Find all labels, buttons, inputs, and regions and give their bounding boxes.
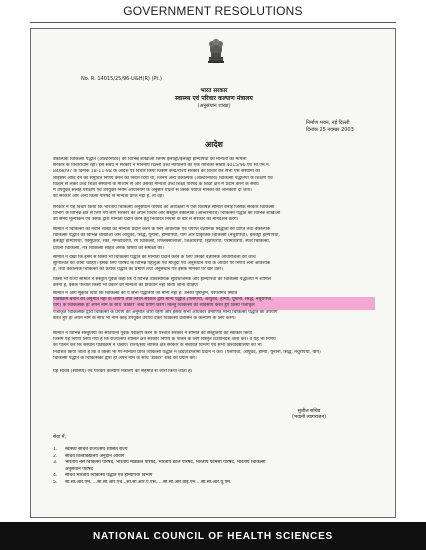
paragraph-line: का पालन करें कि संस्थान पाठ्यक्रम न चलाएं। राज्य/संघ शासित क्षेत्र सरकार के संबंधित विभाग एवं सभी विश्वविद्यालयों को भी: [53, 343, 262, 349]
recipient-text: सचिव भारतीय चिकित्सा पद्धति एवं होम्योपैथी विभाग: [65, 473, 153, 479]
issue-date: दिनांक 25 नवम्बर 2003: [306, 127, 354, 133]
paragraph-line: विज्ञान से लेकर उच्च शिक्षा संस्थानों के माध्यम से और उसकी मान्यता उच्च शिक्षा परिषद के शिक्षा क्षेत्र में प्रदान करने के संबंध: [53, 181, 259, 187]
paragraph: [53, 369, 375, 375]
paragraph-line: समिति ने देखा कि इनमें से किसी भी चिकित्सा पद्धति को मान्यता प्रदान करने के लिए उसकी वैज्ञानिक आधारशिला की जांच: [53, 255, 256, 260]
paragraph-line: समिति ने विभिन्न संस्तुतियों को सावधानी पूर्वक परीक्षण करने के पश्चात सरकार ने समिति की संस्तुतियों को स्वीकार किया: [53, 331, 253, 336]
footer-title: NATIONAL COUNCIL OF HEALTH SCIENCES: [92, 531, 334, 542]
scanned-document: [30, 28, 396, 518]
paragraph-line: पंजीकृत चिकित्सक द्वारा चिकित्सा के प्रयोग की अनुमति जारी रहेगी और इसके सभी अधिकार प्रमाणित मान्य चिकित्सा पद्धति का उपयोग: [53, 309, 278, 315]
header: [0, 0, 426, 28]
paragraph-line: इलेक्ट्रो होम्योपैथी, एक्यूप्रेशर, रेकी, मैग्नेटोथेरेपी, रंग चिकित्सा, रिफ्लेक्सोलॉजी, जिओथेरेपी, हिप्नोथेरेपी, एरोमाथेरेपी, स्पर्श चिकित्सा,: [53, 239, 271, 245]
paragraph: [53, 331, 375, 362]
header-divider: [30, 22, 396, 23]
paragraph-line: निर्देशित किया जाता है कि वे किसी भी गैर-मान्यता प्राप्त चिकित्सा पद्धति में डिग्री/डिप्लोमा प्रदान न करें। (एलोपैथी, आयुर्वेद, होम्यो, यूनानी, सिद्ध, नेचुरोपैथी, योग): [53, 349, 321, 355]
paragraph-line: प्रार्थना चिकित्सा, नेत्र चिकित्सा सहित अनेक विषयों की समीक्षा की।: [53, 245, 164, 251]
recipient-item: [53, 473, 373, 480]
recipient-number: 3.: [53, 460, 58, 466]
recipient-text: सी.सी.आर.एम.....सी.सी.आर.एच...सी.सी.आर.ए.एस.....सी.सी.आर.वाई.एन....सी.सी.आर.यू.एम.: [65, 479, 232, 485]
paragraph-line: लाइसेंस आदि देने का समुचित निर्णय करने का निदेश दिया था, जिनमें अन्य वैकल्पिक (आल्टरनेटिव) चिकित्सा पद्धतियों के शिक्षण एवं: [53, 175, 273, 181]
department-heading: (अनुसंधान शाखा): [197, 103, 231, 109]
paragraph-line: को सरकार और अन्य किसी परिषद से मान्यता प्राप्त नहीं है, तो वह।: [53, 194, 165, 200]
paragraph-line: की समग्र मूल्यांकन एवं उसके द्वारा मान्यता प्रदान करने हेतु निर्धारित नियमों के बारे में सरकार का मार्गदर्शन करेंगे।: [53, 217, 239, 223]
paragraph-line: योग) के चिकित्सक ही अपने नाम के साथ 'डॉक्टर' शब्द प्रयोग करेंगे। किन्तु चिकित्सा का व्यवसाय करते हुए किसी पंजीकृत: [53, 303, 375, 309]
recipient-number: 1.: [53, 447, 58, 452]
recipient-number: 4.: [53, 473, 58, 479]
paragraph-line: समिति ने चिकित्सा की नवीन शाखा की मान्यता प्रदान करने के लिए आवश्यक एवं पर्याप्त वैज्ञानिक सिद्धांतों की प्राप्ति तथा वैकल्पिक: [53, 227, 271, 232]
recipient-text: स्वास्थ्य सचिव राज्य/संघ शासित राज्य: [65, 447, 128, 452]
paragraph-line: है, तथा वैकल्पिक चिकित्सा की प्रत्येक पद्धति का प्रमाण तथा अनुसंधान पत्र इसके मानकों पर खरे उतरें।: [53, 267, 223, 273]
recipients-list: [53, 447, 373, 487]
paragraph: [53, 277, 375, 289]
recipient-text: सचिव विश्वविद्यालय अनुदान आयोग: [65, 453, 125, 459]
paragraph-line: यह सचिव (स्वास्थ्य) एवं परिवार कल्याण मंत्रालय की सहमति से जारी किया जाता है।: [53, 369, 193, 374]
government-heading: भारत सरकार: [200, 88, 228, 94]
paragraph: [53, 291, 375, 322]
paragraph-line: चिकित्सा पद्धति के चिकित्सकों द्वारा ही अपने नाम के साथ 'डॉक्टर' शब्द का प्रयोग करें।: [53, 355, 197, 361]
ministry-heading: स्वास्थ्य एवं परिवार कल्याण मंत्रालय: [175, 95, 253, 102]
paragraph: [53, 255, 375, 274]
paragraph: [53, 205, 375, 224]
paragraph-line: जिसमें यह निर्णय लिया गया है कि राज्य/संघ शासित क्षेत्र सरकार निर्णय के पालन के लिए विस्तृत दिशानिर्देश जारी करें। वे यह भी निर्णय: [53, 337, 276, 343]
recipient-item: [53, 460, 373, 467]
signature-block: [279, 409, 339, 422]
paragraph-line: पाठ्यक्रम बनाने की अनुमति नहीं दी जायेगी तथा भारत सरकार द्वारा मान्य पद्धति (एलोपैथी, आयुर्वेद, होम्यो, यूनानी, सिद्ध, नेचुरोपैथी,: [53, 297, 375, 303]
paragraph-line: सरकार के विचाराधीन रहा। इस संबंध में सरकार ने माननीय दिल्ली उच्च न्यायालय की एक याचिका संख्या 4015/96 एवं सी.एम.नं.: [53, 163, 271, 169]
recipient-item: [53, 447, 373, 454]
order-title: आदेश: [205, 140, 223, 149]
recipient-number: 2.: [53, 453, 58, 459]
issue-place: निर्माण भवन, नई दिल्ली: [306, 120, 350, 126]
recipient-text: अनुसंधान परिषद: [65, 466, 93, 472]
reference-number: No. R. 14015/25/96-U&H(R) (Pt.): [81, 76, 162, 82]
paragraph-line: करते हुए ही अपने नाम के साथ भी नाम कोई उपयुक्त उपाधि देकर चिकित्सा प्रशासन के कल्याण के लिए करेंगे।: [53, 315, 236, 321]
paragraph-line: चिकित्सा पद्धति की विभिन्न शाखाओं जैसे आयुर्वेद, सिद्ध, यूनानी, होम्योपैथी, योग और प्राकृतिक चिकित्सा (नेचुरोपैथी), इलेक्ट्रो होम्योपैथी,: [53, 233, 280, 239]
paragraph: [53, 157, 375, 200]
recipient-number: 5.: [53, 479, 58, 485]
paragraph-line: सुनिश्चित की जानी चाहिए। इसके लिए परिषद के विभिन्न पहलुओं एवं मौजूदा एवं अनुसंधान पत्रों के आधार पर निर्णय लेना आवश्यक: [53, 261, 271, 267]
recipient-text: भारतीय नर्स चिकित्सा परिषद, भारतीय मेडिकल परिषद, भारतीय डेंटल परिषद, भारतीय फार्मेसी परिषद, भारतीय चिकित्सा: [65, 460, 266, 466]
recipients-heading: सेवा में,: [53, 435, 67, 440]
paragraph-line: विभाग के विभिन्न क्षेत्र से लिए गये लोग सरकार को अपने विचार और संस्तुति वैकल्पिक (आल्टरनेटिव) चिकित्सा पद्धति की विभिन्न शाखाओं: [53, 211, 281, 217]
recipient-item: [53, 454, 373, 461]
paragraph-line: वैकल्पिक चिकित्सा पद्धति (आल्टरनेटिव) की विभिन्न शाखाओं जिनमें इलेक्ट्रो/इलेक्ट्रो होम्योपैथी की मान्यता का मामला: [53, 157, 247, 162]
paragraph: [53, 227, 375, 252]
recipient-item: [53, 467, 373, 474]
paragraph-line: में उपयुक्त सलाह परीक्षण एवं उपयुक्त नियम अधिनियम के अनुसार वैधता से उसके पर्याप्त मानकों की जानकारी दी जाये।: [53, 188, 253, 194]
national-emblem-icon: [206, 37, 226, 65]
signatory-designation: (भवानी त्यागराजन): [292, 415, 326, 421]
paragraph-line: 8468/97 के दिनांक 18-11-98 के आदेश पर विचार किया जिसमें केन्द्र/राज्य सरकार को विचार कर सभी ऐसे संस्थानों को: [53, 169, 260, 175]
paragraph-line: समिति ने आगे सुझाव दिया कि चिकित्सा की ये सभी पद्धतियाँ जो मान्य नहीं हैं: उनकी पृष्ठभूमि, परंपरागत स्थिति: [53, 291, 238, 296]
signatory-name: सुशील सचिव: [297, 409, 321, 414]
page-title: GOVERNMENT RESOLUTIONS: [123, 4, 303, 18]
footer-banner: [0, 522, 426, 550]
paragraph-line: करना है, इसके पश्चात किसी भी प्रकार की मान्यता का प्रावधान नहीं किया जाना चाहिए।: [53, 283, 199, 289]
recipient-item: [53, 480, 373, 487]
paragraph-line: सरकार ने यह विचार किया कि भारतीय चिकित्सा अनुसंधान परिषद की अध्यक्षता में एक विशेषज्ञ समिति बनाई जिसके सरकार चिकित्सा: [53, 205, 275, 210]
paragraph-line: किसी भी राज्य समिति ने संस्तुति पूर्वक कहा कि ये विभिन्न व्यावसायिक सुविधाजनक और होम्योपैथी को चिकित्सा पद्धतियों में शामिल: [53, 277, 271, 282]
